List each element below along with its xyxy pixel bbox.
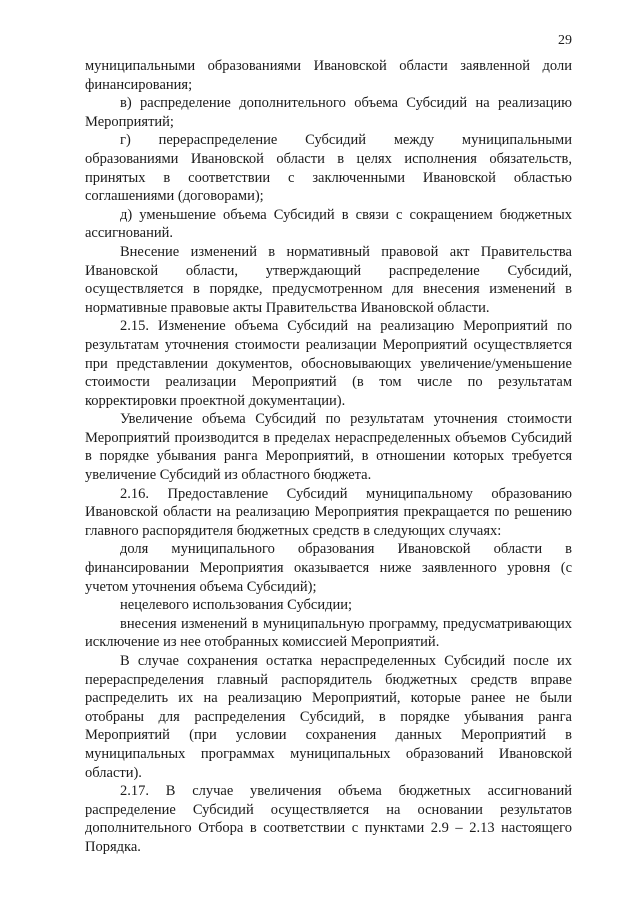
document-body xyxy=(85,57,572,857)
paragraph: Внесение изменений в нормативный правовой акт Правительства Ивановской области, утверждающий распределение Субсидий, осуществляется в порядке, предусмотренном для внесения изменений в нормативные правовые акты Правительства Ивановской области. xyxy=(85,243,572,316)
paragraph: внесения изменений в муниципальную программу, предусматривающих исключение из нее отобранных комиссией Мероприятий. xyxy=(85,615,572,651)
paragraph: В случае сохранения остатка нераспределенных Субсидий после их перераспределения главный распорядитель бюджетных средств вправе распределить их на реализацию Мероприятий, которые ранее не были отобраны для распределения Субсидий, в порядке убывания ранга Мероприятий (при условии сохранения данных Мероприятий в муниципальных программах муниципальных образований Ивановской области). xyxy=(85,653,572,781)
paragraph-clause-2-17: 2.17. В случае увеличения объема бюджетных ассигнований распределение Субсидий осуществляется на основании результатов дополнительного Отбора в соответствии с пунктами 2.9 – 2.13 настоящего Порядка. xyxy=(85,783,572,855)
paragraph: муниципальными образованиями Ивановской области заявленной доли финансирования; xyxy=(85,58,572,93)
paragraph-item-v: в) распределение дополнительного объема Субсидий на реализацию Мероприятий; xyxy=(85,95,572,130)
page-number: 29 xyxy=(558,33,572,48)
paragraph-clause-2-15: 2.15. Изменение объема Субсидий на реализацию Мероприятий по результатам уточнения стоимости реализации Мероприятий осуществляется при представлении документов, обосновывающих увеличение/уменьшение стоимости реализации Мероприятий (в том числе по результатам корректировки проектной документации). xyxy=(85,318,572,409)
paragraph: нецелевого использования Субсидии; xyxy=(120,597,353,614)
paragraph: доля муниципального образования Ивановской области в финансировании Мероприятия оказывается ниже заявленного уровня (с учетом уточнения объема Субсидий); xyxy=(85,541,572,595)
paragraph-item-d: д) уменьшение объема Субсидий в связи с сокращением бюджетных ассигнований. xyxy=(85,206,572,242)
paragraph-clause-2-16: 2.16. Предоставление Субсидий муниципальному образованию Ивановской области на реализацию Мероприятия прекращается по решению главного распорядителя бюджетных средств в следующих случаях: xyxy=(85,485,572,539)
paragraph-item-g: г) перераспределение Субсидий между муниципальными образованиями Ивановской области в целях исполнения обязательств, принятых в соответствии с заключенными Ивановской областью соглашениями (договорами); xyxy=(85,132,572,205)
paragraph: Увеличение объема Субсидий по результатам уточнения стоимости Мероприятий производится в пределах нераспределенных объемов Субсидий в порядке убывания ранга Мероприятий, в отношении которых требуется увеличение Субсидий из областного бюджета. xyxy=(85,411,572,484)
